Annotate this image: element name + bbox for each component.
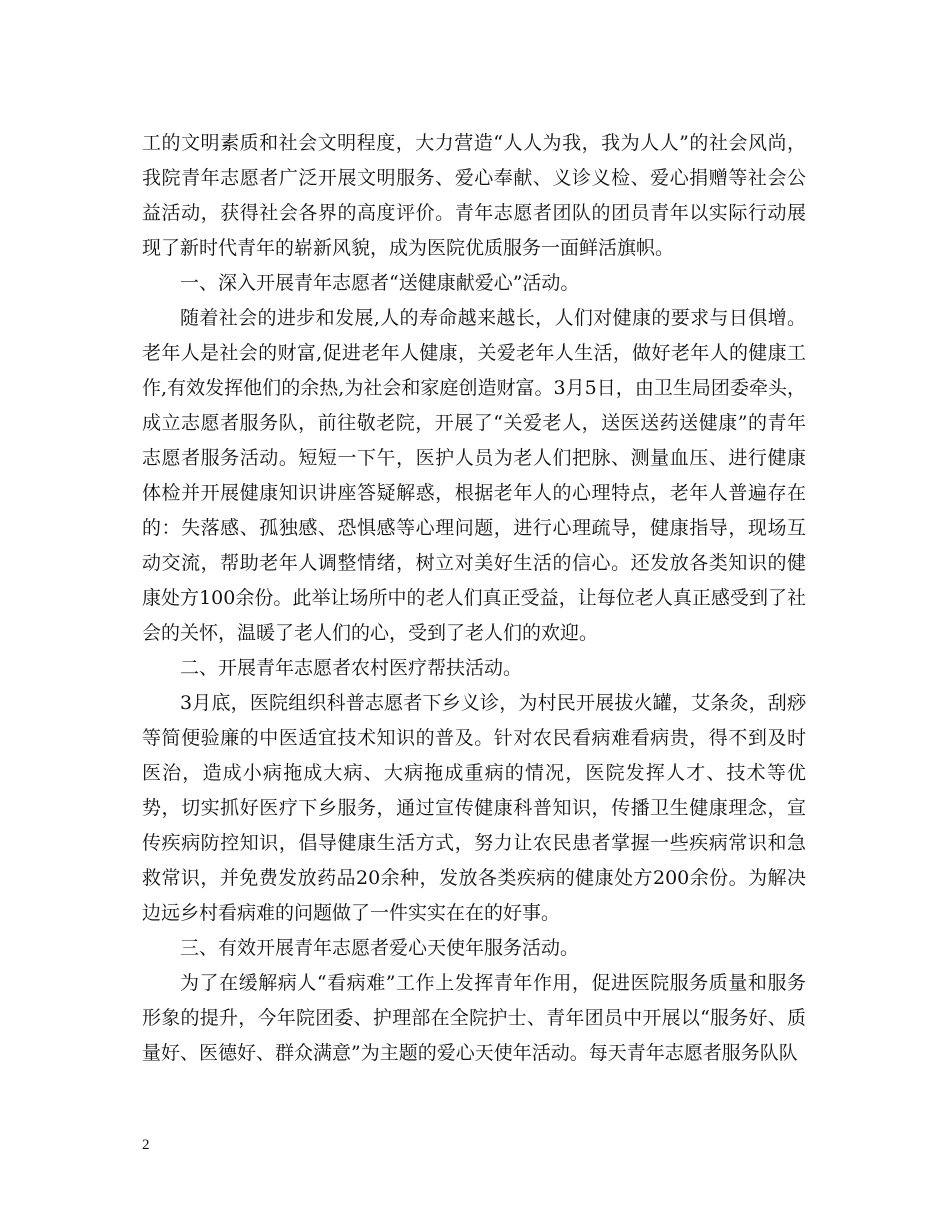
section-heading-1: 一、深入开展青年志愿者“送健康献爱心”活动。	[180, 272, 580, 294]
document-body	[142, 126, 806, 1071]
page-number: 2	[142, 1137, 150, 1153]
paragraph-section-2: 3月底，医院组织科普志愿者下乡义诊，为村民开展拔火罐，艾条灸，刮痧等简便验廉的中医适宜技术知识的普及。针对农民看病难看病贵，得不到及时医治，造成小病拖成大病、大病拖成重病的情况，医院发挥人才、技术等优势，切实抓好医疗下乡服务，通过宣传健康科普知识，传播卫生健康理念，宣传疾病防控知识，倡导健康生活方式，努力让农民患者掌握一些疾病常识和急救常识，并免费发放药品20余种，发放各类疾病的健康处方200余份。为解决边远乡村看病难的问题做了一件实实在在的好事。	[142, 692, 806, 924]
section-heading-3: 三、有效开展青年志愿者爱心天使年服务活动。	[180, 937, 580, 959]
paragraph-intro: 工的文明素质和社会文明程度，大力营造“人人为我，我为人人”的社会风尚，我院青年志愿者广泛开展文明服务、爱心奉献、义诊义检、爱心捐赠等社会公益活动，获得社会各界的高度评价。青年志愿者团队的团员青年以实际行动展现了新时代青年的崭新风貌，成为医院优质服务一面鲜活旗帜。	[142, 132, 806, 259]
paragraph-section-3: 为了在缓解病人“看病难”工作上发挥青年作用，促进医院服务质量和服务形象的提升，今年院团委、护理部在全院护士、青年团员中开展以“服务好、质量好、医德好、群众满意”为主题的爱心天使年活动。每天青年志愿者服务队队	[142, 972, 806, 1064]
section-heading-2: 二、开展青年志愿者农村医疗帮扶活动。	[180, 657, 523, 679]
paragraph-section-1: 随着社会的进步和发展,人的寿命越来越长，人们对健康的要求与日俱增。老年人是社会的财富,促进老年人健康，关爱老年人生活，做好老年人的健康工作,有效发挥他们的余热,为社会和家庭创造财富。3月5日，由卫生局团委牵头，成立志愿者服务队，前往敬老院，开展了“关爱老人，送医送药送健康”的青年志愿者服务活动。短短一下午，医护人员为老人们把脉、测量血压、进行健康体检并开展健康知识讲座答疑解惑，根据老年人的心理特点，老年人普遍存在的：失落感、孤独感、恐惧感等心理问题，进行心理疏导，健康指导，现场互动交流，帮助老年人调整情绪，树立对美好生活的信心。还发放各类知识的健康处方100余份。此举让场所中的老人们真正受益，让每位老人真正感受到了社会的关怀，温暖了老人们的心，受到了老人们的欢迎。	[142, 307, 806, 644]
